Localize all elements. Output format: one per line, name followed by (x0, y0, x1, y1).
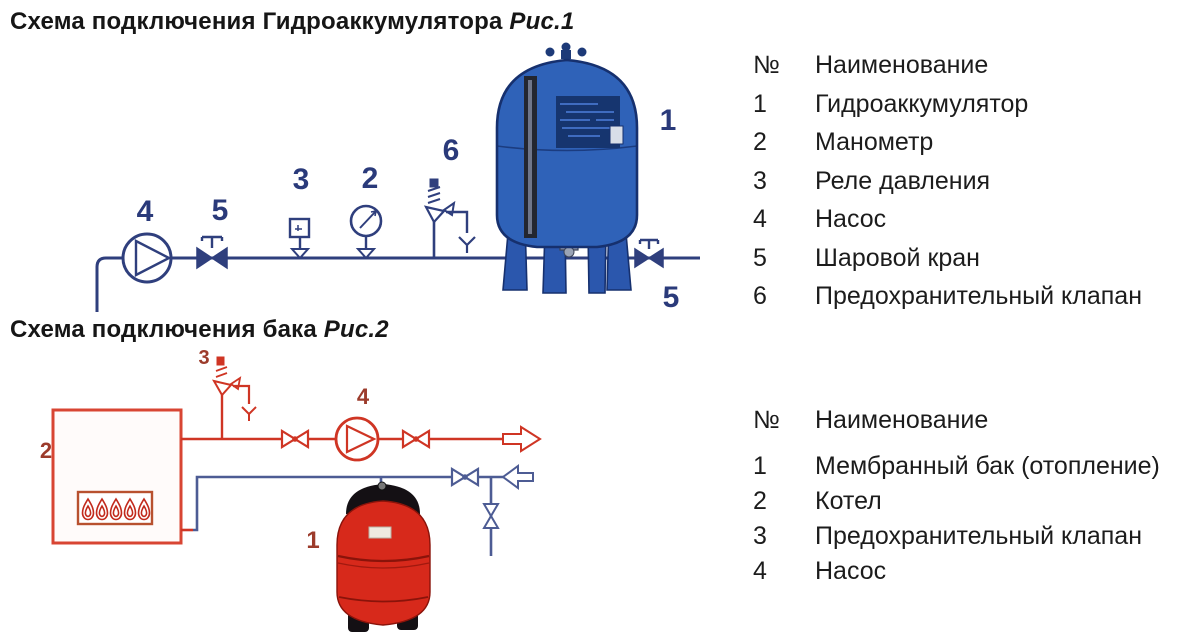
pressure-relay-symbol (290, 219, 309, 258)
legend-row-name: Манометр (815, 128, 934, 156)
fig2-legend-header (748, 401, 1198, 439)
legend-row (748, 519, 1198, 554)
legend-row-num: 3 (753, 166, 767, 195)
fig1-legend-header-name: Наименование (815, 51, 989, 79)
legend-row-num: 4 (753, 557, 767, 585)
fig2-label-safety: 3 (198, 347, 210, 369)
fig2-blue-ball-valve (452, 469, 478, 485)
fig1-title-text: Схема подключения Гидроаккумулятора (10, 8, 503, 35)
tank-sticker (610, 126, 623, 144)
legend-row-name: Насос (815, 557, 887, 585)
legend-row-name: Котел (815, 487, 882, 515)
fig2-legend-header-name: Наименование (815, 406, 989, 434)
fig2-ball-valve-1 (282, 431, 308, 447)
legend-row (748, 554, 1198, 589)
manometer-symbol (351, 206, 381, 258)
fig1-label-relay: 3 (292, 163, 310, 196)
supply-flow-arrow (503, 427, 540, 451)
legend-row (748, 123, 1198, 162)
fig2-pump-symbol (336, 418, 378, 460)
hydroaccumulator-tank (497, 43, 637, 294)
legend-row-name: Предохранительный клапан (815, 522, 1143, 550)
fig1-legend (748, 46, 1198, 316)
fig1-label-valve-left: 5 (211, 194, 229, 227)
fig2-check-valve (484, 504, 498, 528)
legend-row-num: 2 (753, 128, 767, 156)
legend-row (748, 484, 1198, 519)
legend-row (748, 277, 1198, 316)
legend-row-name: Шаровой кран (815, 243, 980, 272)
fig2-label-pump: 4 (356, 384, 370, 409)
tank-nameplate (369, 527, 391, 538)
fig1-label-tank: 1 (659, 104, 677, 137)
fig1-label-pump: 4 (136, 195, 154, 228)
legend-row-num: 1 (753, 89, 767, 118)
legend-row-num: 2 (753, 487, 767, 515)
legend-row-num: 1 (753, 452, 767, 480)
ball-valve-left-symbol (197, 237, 227, 268)
legend-row (748, 449, 1198, 484)
fig2-title-text: Схема подключения бака (10, 316, 317, 343)
fig1-label-safety: 6 (442, 134, 460, 167)
legend-row (748, 162, 1198, 201)
legend-row-num: 6 (753, 282, 767, 310)
safety-valve-symbol (426, 179, 475, 258)
legend-row-name: Реле давления (815, 166, 991, 195)
fig1-legend-header-num: № (753, 51, 780, 79)
legend-row-name: Насос (815, 205, 887, 233)
return-flow-arrow (503, 466, 533, 488)
legend-row-name: Мембранный бак (отопление) (815, 452, 1160, 480)
tank-top-fittings (546, 43, 587, 60)
fig2-legend (748, 401, 1198, 589)
fig1-schematic (0, 0, 740, 320)
legend-row-num: 3 (753, 522, 767, 550)
legend-row-num: 5 (753, 243, 767, 272)
membrane-tank (337, 482, 430, 632)
fig1-legend-header (748, 46, 1198, 85)
fig2-schematic (0, 320, 740, 639)
fig1-figure-ref: Рис.1 (509, 8, 575, 35)
fig1-label-valve-right: 5 (662, 281, 680, 314)
fig2-label-tank: 1 (306, 527, 320, 554)
legend-row (748, 85, 1198, 124)
ball-valve-right-symbol (635, 240, 663, 267)
legend-row-name: Гидроаккумулятор (815, 89, 1029, 118)
legend-row-num: 4 (753, 205, 767, 233)
fig2-label-boiler: 2 (39, 438, 53, 463)
fig2-safety-valve-symbol (214, 357, 256, 439)
fig2-legend-header-num: № (753, 406, 780, 434)
boiler-symbol (53, 410, 181, 543)
legend-row (748, 239, 1198, 278)
fig2-figure-ref: Рис.2 (323, 316, 389, 343)
fig2-ball-valve-2 (403, 431, 429, 447)
pump-symbol (123, 234, 171, 282)
legend-row-name: Предохранительный клапан (815, 282, 1143, 310)
legend-row (748, 200, 1198, 239)
fig1-label-manometer: 2 (361, 162, 379, 195)
